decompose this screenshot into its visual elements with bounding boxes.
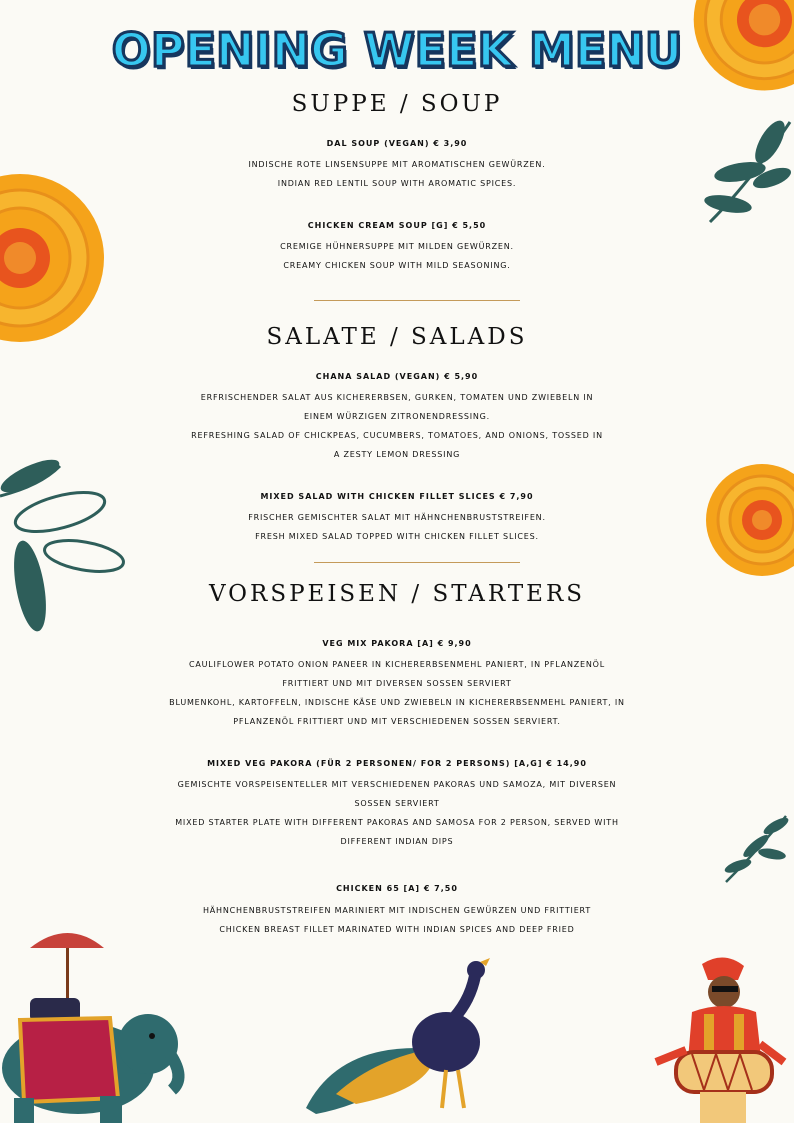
menu-item-description: CHICKEN BREAST FILLET MARINATED WITH INDIAN SPICES AND DEEP FRIED [219,925,575,934]
menu-item-description: PFLANZENÖL FRITTIERT UND MIT VERSCHIEDENEN SOSSEN SERVIERT. [233,717,561,726]
section-divider [314,562,520,563]
section-heading-soup: SUPPE / SOUP [291,91,503,117]
menu-item-description: DIFFERENT INDIAN DIPS [340,837,454,846]
menu-item-description: SOSSEN SERVIERT [354,799,440,808]
menu-item-description: CAULIFLOWER POTATO ONION PANEER IN KICHERERBSENMEHL PANIERT, IN PFLANZENÖL [188,660,606,669]
menu-item-name: MIXED VEG PAKORA (FÜR 2 PERSONEN/ FOR 2 PERSONS) [A,G] € 14,90 [207,759,587,768]
menu-item-description: CREAMY CHICKEN SOUP WITH MILD SEASONING. [283,261,511,270]
menu-item-name: DAL SOUP (VEGAN) € 3,90 [326,139,468,148]
menu-item-description: FRESH MIXED SALAD TOPPED WITH CHICKEN FILLET SLICES. [255,532,539,541]
section-divider [314,300,520,301]
menu-item-description: INDIAN RED LENTIL SOUP WITH AROMATIC SPICES. [277,179,517,188]
menu-item-name: MIXED SALAD WITH CHICKEN FILLET SLICES € 7,90 [260,492,534,501]
drummer-icon [652,954,794,1123]
menu-item-description: ERFRISCHENDER SALAT AUS KICHERERBSEN, GURKEN, TOMATEN UND ZWIEBELN IN [200,393,594,402]
menu-item-description: FRITTIERT UND MIT DIVERSEN SOSSEN SERVIERT [282,679,512,688]
section-heading-starters: VORSPEISEN / STARTERS [208,581,586,607]
menu-item-name: VEG MIX PAKORA [A] € 9,90 [322,639,472,648]
menu-item-name: CHANA SALAD (VEGAN) € 5,90 [315,372,479,381]
menu-item-description: GEMISCHTE VORSPEISENTELLER MIT VERSCHIEDENEN PAKORAS UND SAMOZA, MIT DIVERSEN [177,780,617,789]
menu-item-description: EINEM WÜRZIGEN ZITRONENDRESSING. [303,412,491,421]
menu-item-description: A ZESTY LEMON DRESSING [333,450,461,459]
menu-item-description: BLUMENKOHL, KARTOFFELN, INDISCHE KÄSE UND ZWIEBELN IN KICHERERBSENMEHL PANIERT, IN [169,698,625,707]
menu-item-name: CHICKEN CREAM SOUP [G] € 5,50 [307,221,487,230]
menu-item-description: HÄHNCHENBRUSTSTREIFEN MARINIERT MIT INDISCHEN GEWÜRZEN UND FRITTIERT [202,906,592,915]
menu-title: OPENING WEEK MENU [111,23,683,77]
menu-item-description: MIXED STARTER PLATE WITH DIFFERENT PAKORAS AND SAMOSA FOR 2 PERSON, SERVED WITH [175,818,619,827]
menu-item-description: FRISCHER GEMISCHTER SALAT MIT HÄHNCHENBRUSTSTREIFEN. [248,513,546,522]
peacock-icon [296,958,506,1118]
menu-item-name: CHICKEN 65 [A] € 7,50 [336,884,458,893]
elephant-icon [0,918,190,1123]
menu-item-description: INDISCHE ROTE LINSENSUPPE MIT AROMATISCHEN GEWÜRZEN. [248,160,546,169]
menu-item-description: REFRESHING SALAD OF CHICKPEAS, CUCUMBERS, TOMATOES, AND ONIONS, TOSSED IN [191,431,603,440]
section-heading-salads: SALATE / SALADS [266,324,528,350]
menu-item-description: CREMIGE HÜHNERSUPPE MIT MILDEN GEWÜRZEN. [280,242,514,251]
